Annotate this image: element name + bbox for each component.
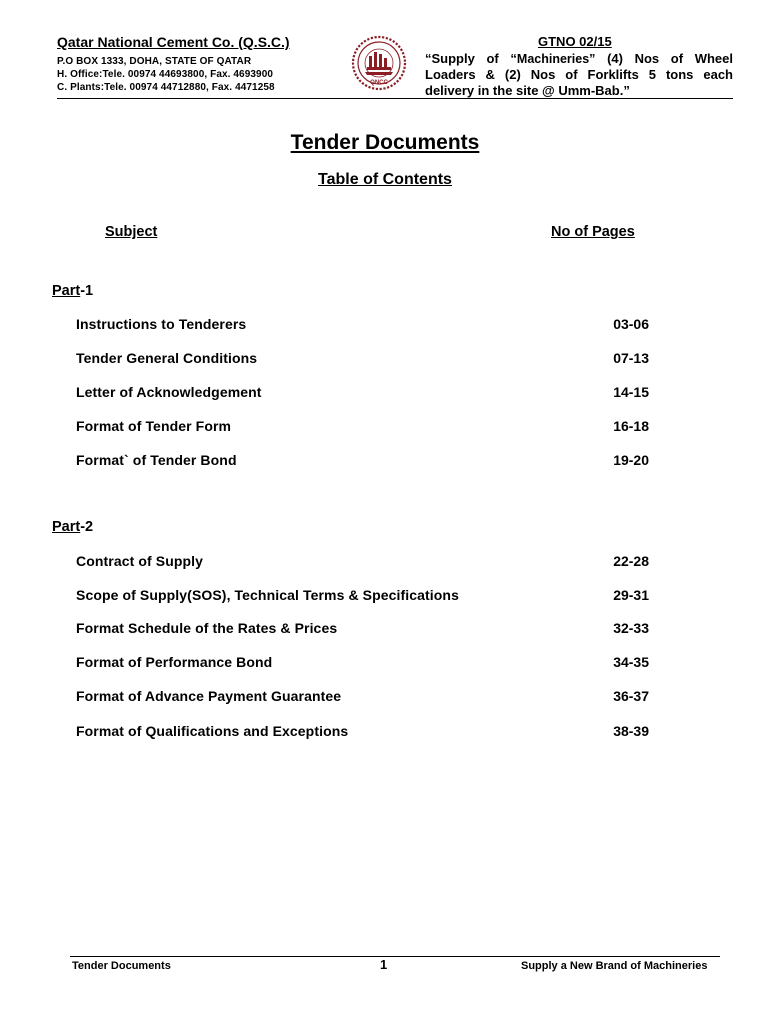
part-1-heading <box>52 283 93 299</box>
tender-number: GTNO 02/15 <box>538 34 612 49</box>
address-line-1: P.O BOX 1333, DOHA, STATE OF QATAR <box>57 56 252 67</box>
toc-subject: Letter of Acknowledgement <box>76 384 262 400</box>
document-title: Tender Documents <box>290 131 480 154</box>
toc-pages: 19-20 <box>613 452 649 468</box>
part-1-label-num: -1 <box>80 283 94 299</box>
footer-tender-title: Supply a New Brand of Machineries <box>521 960 708 972</box>
part-1-label-main: Part <box>52 283 81 299</box>
address-line-3: C. Plants:Tele. 00974 44712880, Fax. 4471258 <box>57 82 275 93</box>
toc-row <box>76 452 649 470</box>
toc-pages: 03-06 <box>613 316 649 332</box>
toc-subject: Format of Advance Payment Guarantee <box>76 688 342 704</box>
toc-row <box>76 654 649 672</box>
company-logo <box>351 34 407 92</box>
toc-subject: Format` of Tender Bond <box>76 452 237 468</box>
toc-row <box>76 350 649 368</box>
toc-pages: 07-13 <box>613 350 649 366</box>
part-2-label-main: Part <box>52 519 81 535</box>
toc-row <box>76 418 649 436</box>
toc-row <box>76 587 649 605</box>
toc-row <box>76 688 649 706</box>
company-name: Qatar National Cement Co. (Q.S.C.) <box>57 34 290 50</box>
table-of-contents-title: Table of Contents <box>318 171 452 188</box>
column-header-pages: No of Pages <box>551 224 635 240</box>
toc-subject: Scope of Supply(SOS), Technical Terms & Specifications <box>76 587 459 603</box>
footer-page-number: 1 <box>380 957 388 972</box>
toc-row <box>76 723 649 741</box>
header-divider <box>57 98 733 99</box>
part-2-label-num: -2 <box>80 519 94 535</box>
tender-subject-keyword: Machineries” <box>516 52 596 66</box>
toc-row <box>76 316 649 334</box>
toc-subject: Format of Qualifications and Exceptions <box>76 723 349 739</box>
address-line-2: H. Office:Tele. 00974 44693800, Fax. 4693900 <box>57 69 274 80</box>
toc-pages: 32-33 <box>613 620 649 636</box>
part-2-heading <box>52 519 93 535</box>
column-header-subject: Subject <box>105 224 158 240</box>
tender-subject-prefix: “Supply of “ <box>425 51 517 66</box>
footer-document-name: Tender Documents <box>72 960 171 972</box>
toc-pages: 38-39 <box>613 723 649 739</box>
toc-row <box>76 553 649 571</box>
toc-row <box>76 384 649 402</box>
toc-subject: Format of Performance Bond <box>76 654 273 670</box>
toc-pages: 36-37 <box>613 688 649 704</box>
toc-pages: 16-18 <box>613 418 649 434</box>
toc-pages: 29-31 <box>613 587 649 603</box>
toc-subject: Tender General Conditions <box>76 350 258 366</box>
tender-subject <box>425 51 733 99</box>
toc-pages: 22-28 <box>613 553 649 569</box>
toc-subject: Format of Tender Form <box>76 418 232 434</box>
toc-subject: Format Schedule of the Rates & Prices <box>76 620 338 636</box>
toc-pages: 34-35 <box>613 654 649 670</box>
toc-row <box>76 620 649 638</box>
tender-subject-rest: (4) Nos of Wheel Loaders & (2) Nos of Forklifts 5 tons each delivery in the site @ Umm-Bab.” <box>425 51 733 98</box>
toc-pages: 14-15 <box>613 384 649 400</box>
toc-subject: Instructions to Tenderers <box>76 316 247 332</box>
footer-divider <box>70 956 720 957</box>
toc-subject: Contract of Supply <box>76 553 204 569</box>
logo-text: QNCC <box>370 80 388 86</box>
